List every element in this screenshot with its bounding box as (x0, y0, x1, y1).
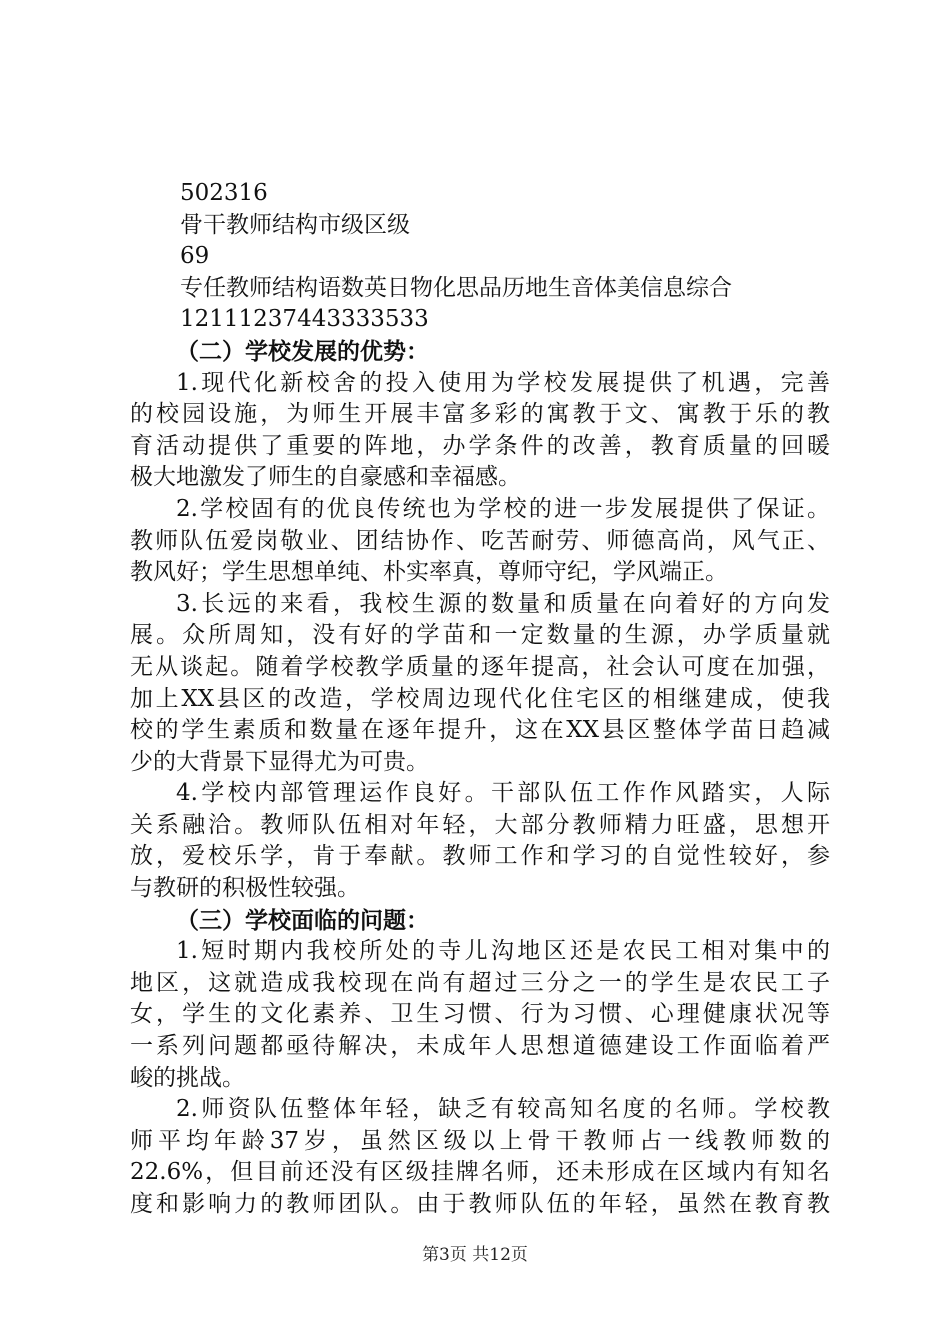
table-residue-line: 502316 (180, 180, 268, 206)
paragraph-line: 展。众所周知，没有好的学苗和一定数量的生源，办学质量就 (130, 622, 830, 649)
section-heading-problems: （三）学校面临的问题： (176, 906, 429, 934)
paragraph (130, 494, 830, 589)
paragraph-line: 峻的挑战。 (130, 1064, 245, 1091)
paragraph-line: 1.现代化新校舍的投入使用为学校发展提供了机遇，完善 (176, 369, 830, 396)
paragraph-line: 校的学生素质和数量在逐年提升，这在XX县区整体学苗日趋减 (130, 717, 830, 744)
paragraph (130, 368, 830, 494)
paragraph-line: 地区，这就造成我校现在尚有超过三分之一的学生是农民工子 (130, 969, 830, 996)
table-residue-line: 12111237443333533 (180, 306, 429, 333)
paragraph-line: 3.长远的来看，我校生源的数量和质量在向着好的方向发 (176, 590, 830, 617)
paragraph-line: 加上XX县区的改造，学校周边现代化住宅区的相继建成，使我 (130, 685, 830, 712)
paragraph-line: 1.短时期内我校所处的寺儿沟地区还是农民工相对集中的 (176, 938, 830, 965)
page-number-footer: 第3页 共12页 (422, 1245, 528, 1265)
paragraph-line: 关系融洽。教师队伍相对年轻，大部分教师精力旺盛，思想开 (130, 811, 830, 838)
paragraph-line: 无从谈起。随着学校教学质量的逐年提高，社会认可度在加强， (130, 653, 830, 680)
paragraph-line: 教师队伍爱岗敬业、团结协作、吃苦耐劳、师德高尚，风气正、 (130, 527, 830, 554)
paragraph-line: 放，爱校乐学，肯于奉献。教师工作和学习的自觉性较好，参 (130, 843, 830, 870)
document-body (130, 178, 830, 1221)
paragraph (130, 1094, 830, 1220)
paragraph-line: 的校园设施，为师生开展丰富多彩的寓教于文、寓教于乐的教 (130, 401, 830, 428)
paragraph-line: 教风好；学生思想单纯、朴实率真，尊师守纪，学风端正。 (130, 559, 728, 586)
section-heading-advantages: （二）学校发展的优势： (176, 337, 429, 365)
paragraph-line: 22.6%，但目前还没有区级挂牌名师，还未形成在区域内有知名 (130, 1159, 830, 1186)
paragraph-line: 少的大背景下显得尤为可贵。 (130, 748, 429, 775)
paragraph-line: 女，学生的文化素养、卫生习惯、行为习惯、心理健康状况等 (130, 1001, 830, 1028)
paragraph (130, 778, 830, 904)
paragraph-line: 一系列问题都亟待解决，未成年人思想道德建设工作面临着严 (130, 1033, 830, 1060)
table-residue-line: 专任教师结构语数英日物化思品历地生音体美信息综合 (180, 274, 732, 301)
paragraph-line: 2.师资队伍整体年轻，缺乏有较高知名度的名师。学校教 (176, 1096, 830, 1123)
paragraph-line: 与教研的积极性较强。 (130, 875, 360, 902)
paragraph-line: 2.学校固有的优良传统也为学校的进一步发展提供了保证。 (176, 495, 830, 522)
paragraph-line: 度和影响力的教师团队。由于教师队伍的年轻，虽然在教育教 (130, 1191, 830, 1217)
table-residue-line: 骨干教师结构市级区级 (180, 211, 410, 238)
paragraph-line: 育活动提供了重要的阵地，办学条件的改善，教育质量的回暖 (130, 432, 830, 459)
paragraph-line: 4.学校内部管理运作良好。干部队伍工作作风踏实，人际 (176, 780, 830, 807)
paragraph-line: 师平均年龄37岁，虽然区级以上骨干教师占一线教师数的 (130, 1127, 830, 1154)
paragraph (130, 936, 830, 1094)
table-residue-line: 69 (180, 243, 210, 270)
paragraph (130, 589, 830, 779)
paragraph-line: 极大地激发了师生的自豪感和幸福感。 (130, 464, 521, 491)
